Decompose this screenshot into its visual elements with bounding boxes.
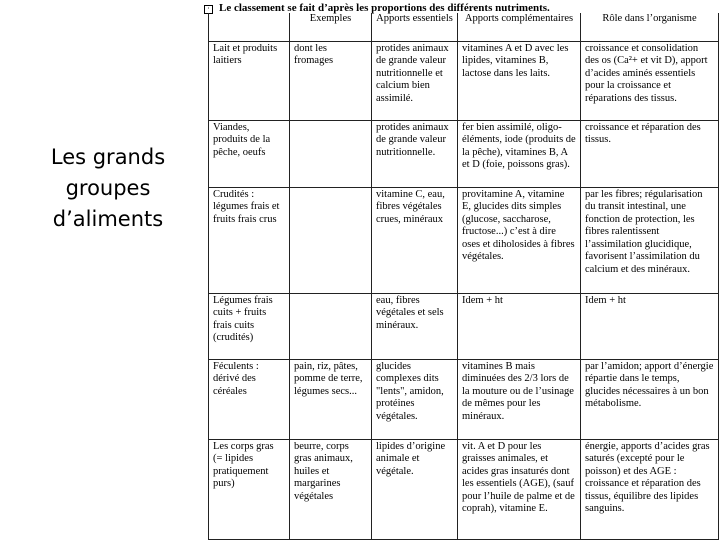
group-cell: Lait et produits laitiers	[209, 41, 290, 120]
role-cell: croissance et consolidation des os (Ca²+ et vit D), apport d’acides aminés essentiels pour la croissance et réparations des tissus.	[581, 41, 719, 120]
complementary-cell: Idem + ht	[458, 293, 581, 359]
header-cell-role: Rôle dans l’organisme	[581, 13, 719, 41]
document-heading-text: Le classement se fait d’après les proportions des différents nutriments.	[219, 2, 550, 14]
essential-cell: lipides d’origine animale et végétale.	[372, 439, 458, 539]
complementary-cell: vitamines B mais diminuées des 2/3 lors de la mouture ou de l’usinage de mêmes pour les minéraux.	[458, 359, 581, 439]
checkbox-bullet-icon: ·	[204, 5, 213, 14]
examples-cell	[290, 120, 372, 187]
essential-cell: protides animaux de grande valeur nutritionnelle et calcium bien assimilé.	[372, 41, 458, 120]
nutrient-table	[208, 13, 719, 540]
role-cell: Idem + ht	[581, 293, 719, 359]
header-cell-complementary: Apports complémentaires	[458, 13, 581, 41]
examples-cell: dont les fromages	[290, 41, 372, 120]
complementary-cell: vit. A et D pour les graisses animales, et acides gras insaturés dont les essentiels (AGE), (sauf pour l’huile de palme et de coprah), vitamine E.	[458, 439, 581, 539]
table-row	[209, 439, 719, 539]
slide-title: Les grands groupes d’aliments	[50, 145, 166, 231]
group-cell: Viandes, produits de la pêche, oeufs	[209, 120, 290, 187]
table-row	[209, 359, 719, 439]
group-cell: Féculents : dérivé des céréales	[209, 359, 290, 439]
examples-cell	[290, 293, 372, 359]
examples-cell: beurre, corps gras animaux, huiles et margarines végétales	[290, 439, 372, 539]
examples-cell: pain, riz, pâtes, pomme de terre, légumes secs...	[290, 359, 372, 439]
complementary-cell: vitamines A et D avec les lipides, vitamines B, lactose dans les laits.	[458, 41, 581, 120]
role-cell: énergie, apports d’acides gras saturés (excepté pour le poisson) et des AGE : croissance et réparation des tissus, équilibre des lipides sanguins.	[581, 439, 719, 539]
essential-cell: glucides complexes dits "lents", amidon, protéines végétales.	[372, 359, 458, 439]
group-cell: Les corps gras (= lipides pratiquement purs)	[209, 439, 290, 539]
role-cell: par l’amidon; apport d’énergie répartie dans le temps, glucides nécessaires à un bon métabolisme.	[581, 359, 719, 439]
table-row	[209, 120, 719, 187]
essential-cell: eau, fibres végétales et sels minéraux.	[372, 293, 458, 359]
role-cell: par les fibres; régularisation du transit intestinal, une fonction de protection, les fibres ralentissent l’assimilation glucidique, favorisent l’assimilation du calcium et des minéraux.	[581, 187, 719, 293]
header-cell-examples: Exemples	[290, 13, 372, 41]
complementary-cell: provitamine A, vitamine E, glucides dits simples (glucose, saccharose, fructose...) c’est à dire oses et diholosides à fibres végétales.	[458, 187, 581, 293]
table-row	[209, 41, 719, 120]
header-cell-essential: Apports essentiels	[372, 13, 458, 41]
table-header-row	[209, 13, 719, 41]
group-cell: Légumes frais cuits + fruits frais cuits (crudités)	[209, 293, 290, 359]
essential-cell: vitamine C, eau, fibres végétales crues, minéraux	[372, 187, 458, 293]
role-cell: croissance et réparation des tissus.	[581, 120, 719, 187]
group-cell: Crudités : légumes frais et fruits frais crus	[209, 187, 290, 293]
complementary-cell: fer bien assimilé, oligo-éléments, iode (produits de la pêche), vitamines B, A et D (foie, poissons gras).	[458, 120, 581, 187]
table-row	[209, 187, 719, 293]
table-row	[209, 293, 719, 359]
examples-cell	[290, 187, 372, 293]
header-cell-group	[209, 13, 290, 41]
essential-cell: protides animaux de grande valeur nutritionnelle.	[372, 120, 458, 187]
